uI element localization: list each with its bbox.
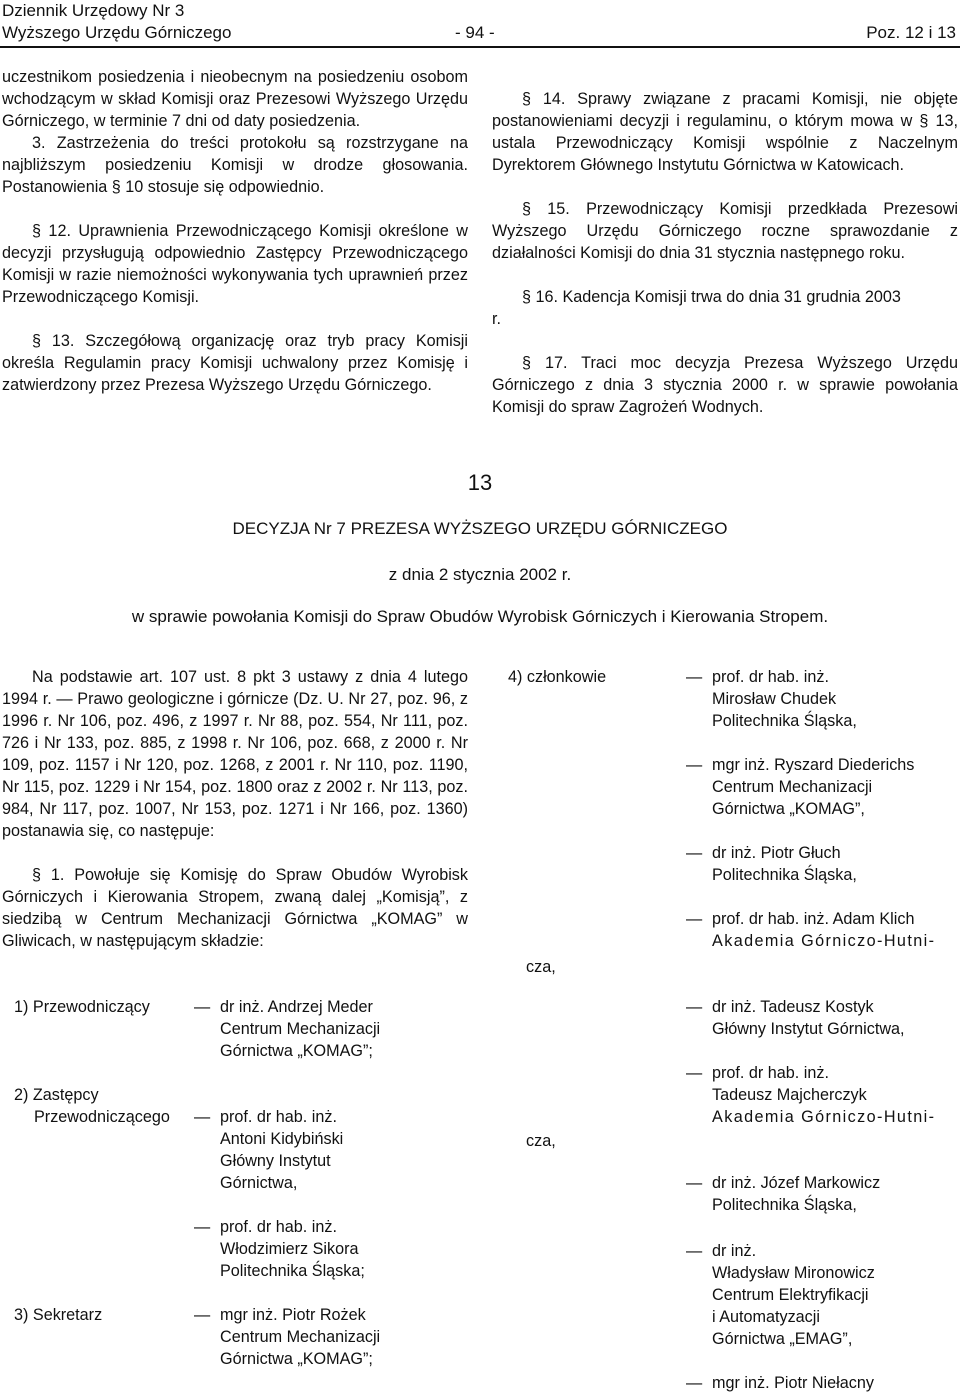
member-line: mgr inż. Ryszard Diederichs xyxy=(712,756,915,774)
member-entry xyxy=(712,1372,874,1394)
member-line: dr inż. Józef Markowicz xyxy=(712,1174,881,1192)
member-line: prof. dr hab. inż. xyxy=(712,1064,829,1082)
header-rule xyxy=(0,46,960,48)
paragraph: r. xyxy=(492,310,501,328)
member-role: Przewodniczącego xyxy=(34,1108,170,1126)
member-line: prof. dr hab. inż. xyxy=(220,1218,337,1236)
member-entry xyxy=(220,1304,380,1370)
member-line: dr inż. Tadeusz Kostyk xyxy=(712,998,874,1016)
member-line: i Automatyzacji xyxy=(712,1308,820,1326)
decision-title: DECYZJA Nr 7 PREZESA WYŻSZEGO URZĘDU GÓRNICZEGO xyxy=(232,519,728,538)
journal-title xyxy=(2,0,231,44)
member-entry xyxy=(220,1106,343,1194)
paragraph: uczestnikom posiedzenia i nieobecnym na posiedzeniu osobom wchodzącym w skład Komisji oraz Prezesowi Wyższego Urzędu Górniczego, w terminie 7 dni od daty posiedzenia. xyxy=(2,68,468,130)
member-entry xyxy=(712,666,857,732)
member-entry xyxy=(712,842,857,886)
dash: — xyxy=(686,1374,703,1392)
paragraph: § 12. Uprawnienia Przewodniczącego Komisji określone w decyzji przysługują odpowiednio Zastępcy Przewodniczącego Komisji w razie niemożności wykonywania tych uprawnień przez Przewodniczącego Komisji. xyxy=(2,222,468,306)
member-line: prof. dr hab. inż. Adam Klich xyxy=(712,910,915,928)
member-line: Centrum Mechanizacji xyxy=(220,1020,381,1038)
paragraph: § 13. Szczegółową organizację oraz tryb pracy Komisji określa Regulamin pracy Komisji uchwalony przez Komisję i zatwierdzony przez Prezesa Wyższego Urzędu Górniczego. xyxy=(2,332,468,394)
journal-line-2: Wyższego Urzędu Górniczego xyxy=(2,23,232,42)
decision-subject: w sprawie powołania Komisji do Spraw Obudów Wyrobisk Górniczych i Kierowania Stropem. xyxy=(131,607,829,626)
paragraph: 3. Zastrzeżenia do treści protokołu są rozstrzygane na najbliższym posiedzeniu Komisji w drodze głosowania. Postanowienia § 10 stosuje się odpowiednio. xyxy=(2,134,468,196)
dash: — xyxy=(686,998,703,1016)
member-line: Politechnika Śląska; xyxy=(220,1262,365,1280)
member-entry xyxy=(220,1216,365,1282)
left-column-bottom xyxy=(2,666,468,952)
member-line: prof. dr hab. inż. xyxy=(220,1108,337,1126)
member-line: Górnictwa „EMAG”, xyxy=(712,1330,853,1348)
member-role: 3) Sekretarz xyxy=(14,1306,103,1324)
dash: — xyxy=(686,1242,703,1260)
member-line: Centrum Mechanizacji xyxy=(712,778,873,796)
member-line: mgr inż. Piotr Niełacny xyxy=(712,1374,874,1392)
member-line: dr inż. Piotr Głuch xyxy=(712,844,841,862)
member-line: mgr inż. Piotr Rożek xyxy=(220,1306,366,1324)
member-line: Politechnika Śląska, xyxy=(712,1196,857,1214)
page-number: - 94 - xyxy=(455,23,495,42)
member-line: Górnictwa „KOMAG”; xyxy=(220,1042,373,1060)
paragraph: § 1. Powołuje się Komisję do Spraw Obudów Wyrobisk Górniczych i Kierowania Stropem, zwaną dalej „Komisją”, z siedzibą w Centrum Mechanizacji Górnictwa „KOMAG” w Gliwicach, w następującym składzie: xyxy=(2,866,468,950)
member-line: Antoni Kidybiński xyxy=(220,1130,344,1148)
member-line: cza, xyxy=(526,958,556,976)
member-line: Tadeusz Majcherczyk xyxy=(712,1086,867,1104)
member-line: Politechnika Śląska, xyxy=(712,866,857,884)
member-line: Włodzimierz Sikora xyxy=(220,1240,359,1258)
dash: — xyxy=(686,844,703,862)
member-line: Górnictwa „KOMAG”; xyxy=(220,1350,373,1368)
member-entry xyxy=(220,996,380,1062)
member-entry xyxy=(712,996,905,1040)
member-entry xyxy=(712,1172,880,1216)
dash: — xyxy=(686,1174,703,1192)
member-line: dr inż. xyxy=(712,1242,757,1260)
member-role: 2) Zastępcy xyxy=(14,1086,99,1104)
member-line: Główny Instytut xyxy=(220,1152,331,1170)
member-entry xyxy=(712,1240,875,1350)
member-line: cza, xyxy=(526,1132,556,1150)
member-line: dr inż. Andrzej Meder xyxy=(220,998,373,1016)
member-entry xyxy=(712,1062,935,1128)
dash: — xyxy=(194,1306,211,1324)
decision-number: 13 xyxy=(467,470,493,495)
dash: — xyxy=(686,910,703,928)
paragraph: § 17. Traci moc decyzja Prezesa Wyższego Urzędu Górniczego z dnia 3 stycznia 2000 r. w sprawie powołania Komisji do spraw Zagrożeń Wodnych. xyxy=(492,354,958,416)
left-column-top xyxy=(2,66,468,396)
member-line: Górnictwa „KOMAG”, xyxy=(712,800,865,818)
paragraph: § 16. Kadencja Komisji trwa do dnia 31 grudnia 2003 xyxy=(522,288,901,306)
paragraph: Na podstawie art. 107 ust. 8 pkt 3 ustawy z dnia 4 lutego 1994 r. — Prawo geologiczne i górnicze (Dz. U. Nr 27, poz. 96, z 1996 r. Nr 106, poz. 496, z 1997 r. Nr 88, poz. 554, Nr 111, poz. 726 i Nr 133, poz. 885, z 1998 r. Nr 106, poz. 668, z 2000 r. Nr 109, poz. 1157 i Nr 120, poz. 1268, z 2001 r. Nr 110, poz. 1190, Nr 115, poz. 1229 i Nr 154, poz. 1800 oraz z 2002 r. Nr 113, poz. 984, Nr 117, poz. 1007, Nr 153, poz. 1271 i Nr 166, poz. 1360) postanawia się, co następuje: xyxy=(2,668,468,840)
member-line: Górnictwa, xyxy=(220,1174,298,1192)
paragraph: § 14. Sprawy związane z pracami Komisji, nie objęte postanowieniami decyzji i regulaminu, o którym mowa w § 13, ustala Przewodniczący Komisji wspólnie z Naczelnym Dyrektorem Głównego Instytutu Górnictwa w Katowicach. xyxy=(492,90,958,174)
dash: — xyxy=(686,1064,703,1082)
dash: — xyxy=(194,998,211,1016)
member-line: Akademia Górniczo-Hutni- xyxy=(712,932,936,950)
member-line: Główny Instytut Górnictwa, xyxy=(712,1020,905,1038)
member-role: 1) Przewodniczący xyxy=(14,998,150,1016)
dash: — xyxy=(194,1218,211,1236)
member-line: prof. dr hab. inż. xyxy=(712,668,829,686)
dash: — xyxy=(686,756,703,774)
decision-date: z dnia 2 stycznia 2002 r. xyxy=(388,565,572,584)
member-line: Centrum Mechanizacji xyxy=(220,1328,381,1346)
member-entry xyxy=(712,754,914,820)
journal-line-1: Dziennik Urzędowy Nr 3 xyxy=(2,1,185,20)
paragraph: § 15. Przewodniczący Komisji przedkłada Prezesowi Wyższego Urzędu Górniczego roczne sprawozdanie z działalności Komisji do dnia 31 stycznia następnego roku. xyxy=(492,200,958,262)
member-line: Władysław Mironowicz xyxy=(712,1264,875,1282)
member-entry xyxy=(712,908,935,952)
member-line: Akademia Górniczo-Hutni- xyxy=(712,1108,936,1126)
member-line: Centrum Elektryfikacji xyxy=(712,1286,869,1304)
dash: — xyxy=(194,1108,211,1126)
position-number: Poz. 12 i 13 xyxy=(866,23,956,42)
member-line: Mirosław Chudek xyxy=(712,690,837,708)
right-column-top xyxy=(492,88,958,418)
dash: — xyxy=(686,668,703,686)
member-role: 4) członkowie xyxy=(508,668,607,686)
member-line: Politechnika Śląska, xyxy=(712,712,857,730)
